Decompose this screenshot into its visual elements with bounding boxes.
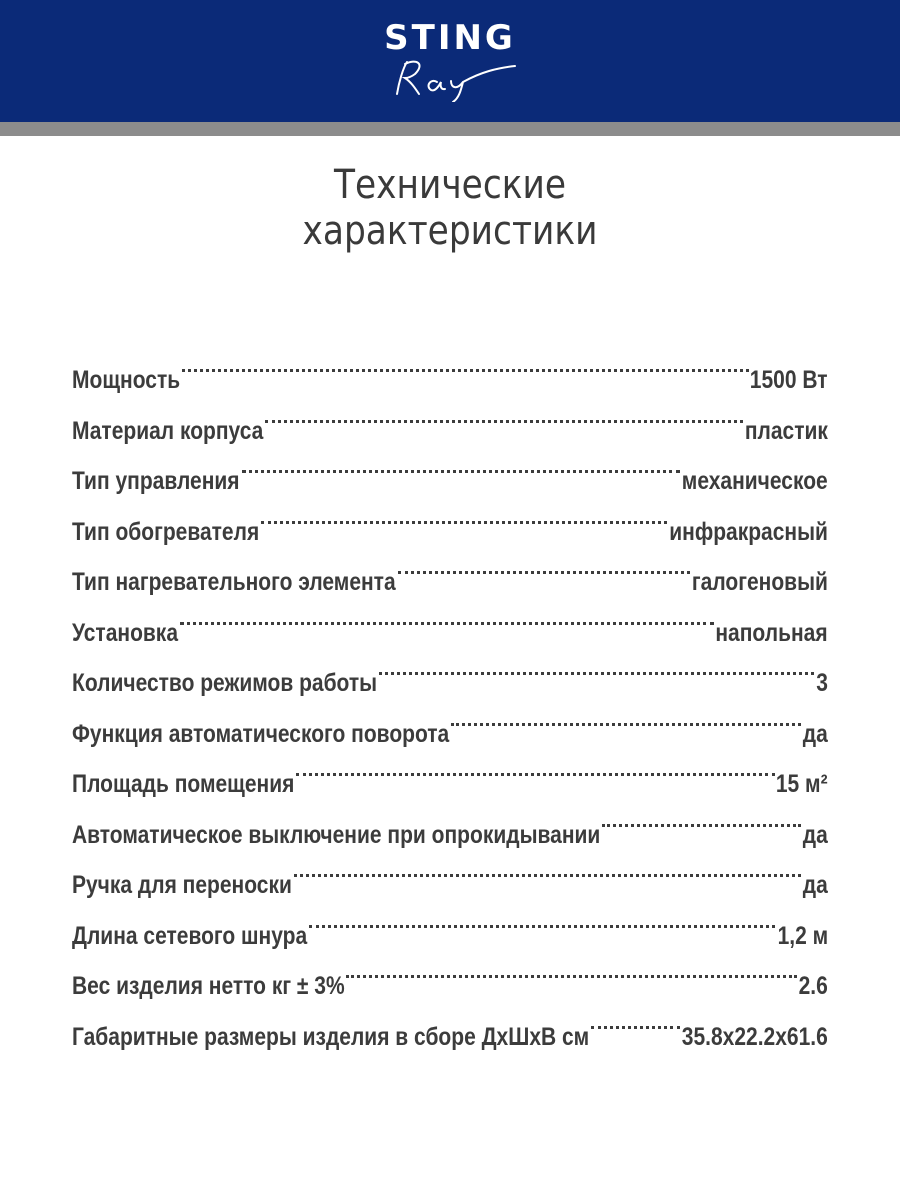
spec-value: 15 м²	[776, 770, 828, 798]
dot-leader	[296, 742, 774, 792]
dot-leader	[398, 540, 690, 590]
spec-value: инфракрасный	[669, 517, 828, 546]
brand-logo-wordmark: STING	[384, 18, 516, 58]
dot-leader	[182, 338, 749, 388]
spec-row	[72, 641, 828, 697]
spec-label: Габаритные размеры изделия в сборе ДхШхВ см	[72, 1022, 590, 1051]
spec-value: да	[802, 820, 828, 849]
dot-leader	[451, 692, 801, 742]
spec-label: Ручка для переноски	[72, 871, 292, 899]
dot-leader	[261, 490, 667, 540]
spec-value: да	[802, 719, 828, 748]
spec-row	[72, 389, 828, 445]
spec-label: Количество режимов работы	[72, 669, 378, 697]
spec-row	[72, 338, 828, 394]
spec-value: напольная	[715, 618, 828, 647]
spec-value: 1500 Вт	[750, 366, 828, 394]
header-stripe	[0, 122, 900, 136]
spec-value: галогеновый	[691, 568, 828, 596]
page-title-line-1: Технические	[333, 162, 567, 208]
dot-leader	[346, 944, 797, 994]
page-title-line-2: характеристики	[302, 208, 598, 254]
spec-label: Тип нагревательного элемента	[72, 568, 396, 596]
spec-list	[72, 338, 828, 1051]
spec-value: 2.6	[798, 972, 828, 1000]
spec-label: Вес изделия нетто кг ± 3%	[72, 972, 345, 1000]
dot-leader	[309, 894, 775, 944]
dot-leader	[180, 591, 714, 641]
spec-label: Автоматическое выключение при опрокидывании	[72, 820, 601, 849]
page-title	[63, 162, 837, 254]
spec-value: да	[802, 871, 828, 899]
spec-value: механическое	[682, 467, 828, 495]
spec-value: пластик	[744, 416, 828, 445]
spec-label: Мощность	[72, 366, 181, 394]
spec-label: Функция автоматического поворота	[72, 719, 450, 748]
dot-leader	[265, 389, 743, 439]
spec-label: Установка	[72, 618, 178, 647]
dot-leader	[379, 641, 814, 691]
spec-label: Длина сетевого шнура	[72, 921, 308, 950]
brand-logo-script	[385, 56, 520, 102]
dot-leader	[294, 843, 802, 893]
spec-value: 3	[816, 669, 828, 697]
spec-label: Тип управления	[72, 467, 240, 495]
dot-leader	[242, 439, 680, 489]
spec-value: 35.8x22.2x61.6	[682, 1022, 828, 1051]
dot-leader	[591, 995, 680, 1045]
spec-label: Площадь помещения	[72, 770, 295, 798]
spec-value: 1,2 м	[777, 921, 828, 950]
spec-label: Тип обогревателя	[72, 517, 260, 546]
dot-leader	[602, 793, 801, 843]
spec-label: Материал корпуса	[72, 416, 264, 445]
